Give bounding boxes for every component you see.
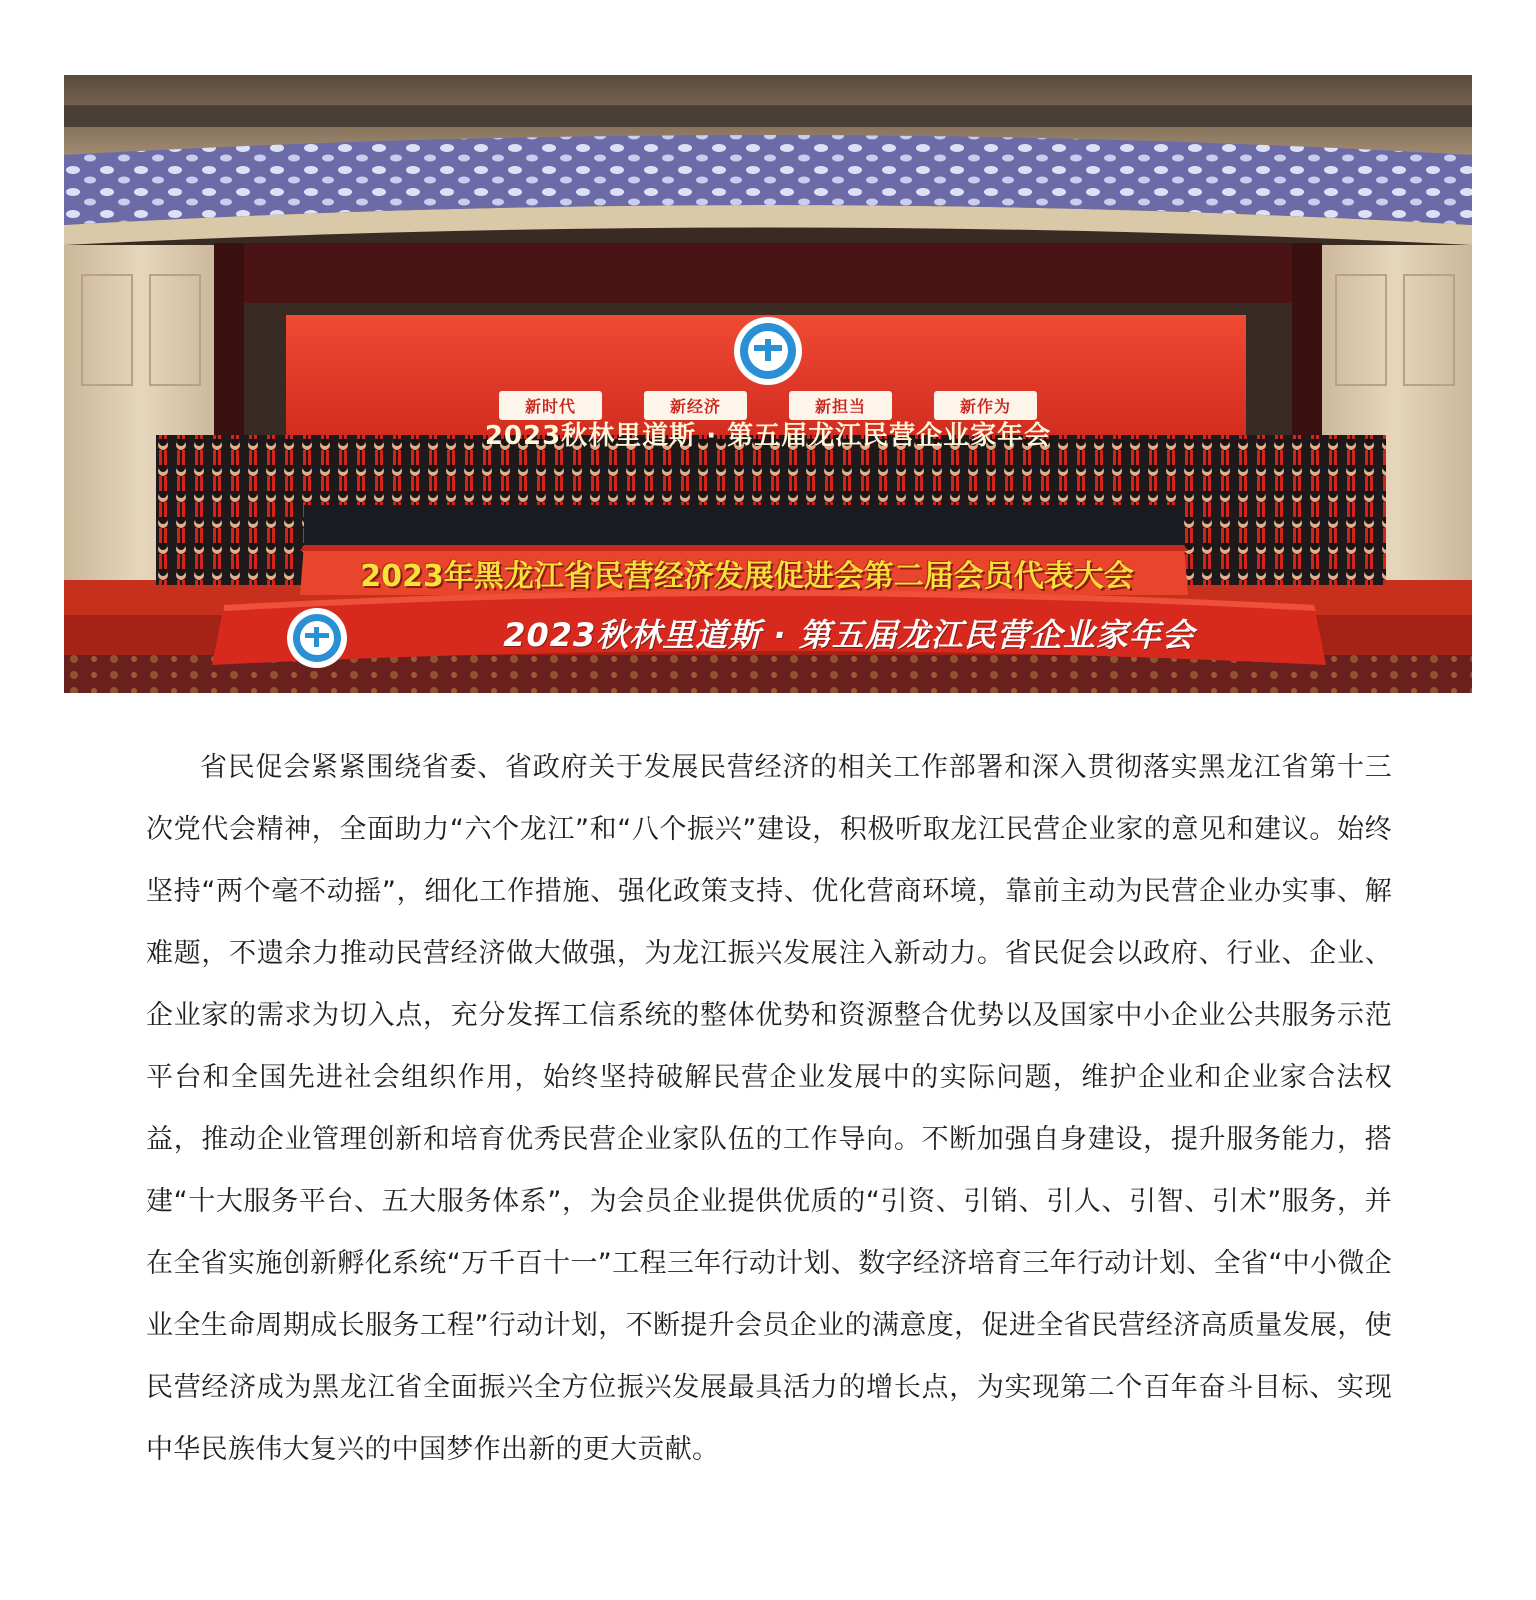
slogan-new-era: 新时代	[499, 391, 602, 420]
screen-title: 2023秋林里道斯 · 第五届龙江民营企业家年会	[484, 421, 1052, 451]
floor-banner: 2023秋林里道斯 · 第五届龙江民营企业家年会	[503, 616, 1195, 654]
article-paragraph: 省民促会紧紧围绕省委、省政府关于发展民营经济的相关工作部署和深入贯彻落实黑龙江省第十三次党代会精神，全面助力“六个龙江”和“八个振兴”建设，积极听取龙江民营企业家的意见和建议。始终坚持“两个毫不动摇”，细化工作措施、强化政策支持、优化营商环境，靠前主动为民营企业办实事、解难题，不遗余力推动民营经济做大做强，为龙江振兴发展注入新动力。省民促会以政府、行业、企业、企业家的需求为切入点，充分发挥工信系统的整体优势和资源整合优势以及国家中小企业公共服务示范平台和全国先进社会组织作用，始终坚持破解民营企业发展中的实际问题，维护企业和企业家合法权益，推动企业管理创新和培育优秀民营企业家队伍的工作导向。不断加强自身建设，提升服务能力，搭建“十大服务平台、五大服务体系”，为会员企业提供优质的“引资、引销、引人、引智、引术”服务，并在全省实施创新孵化系统“万千百十一”工程三年行动计划、数字经济培育三年行动计划、全省“中小微企业全生命周期成长服务工程”行动计划，不断提升会员企业的满意度，促进全省民营经济高质量发展，使民营经济成为黑龙江省全面振兴全方位振兴发展最具活力的增长点，为实现第二个百年奋斗目标、实现中华民族伟大复兴的中国梦作出新的更大贡献。	[146, 752, 1392, 1465]
emblem-icon	[734, 317, 802, 385]
slogan-new-economy: 新经济	[644, 391, 747, 420]
slogan-new-responsibility: 新担当	[789, 391, 892, 420]
slogan-new-action: 新作为	[934, 391, 1037, 420]
group-photo	[64, 75, 1472, 693]
handheld-banner: 2023年黑龙江省民营经济发展促进会第二届会员代表大会	[360, 559, 1134, 594]
